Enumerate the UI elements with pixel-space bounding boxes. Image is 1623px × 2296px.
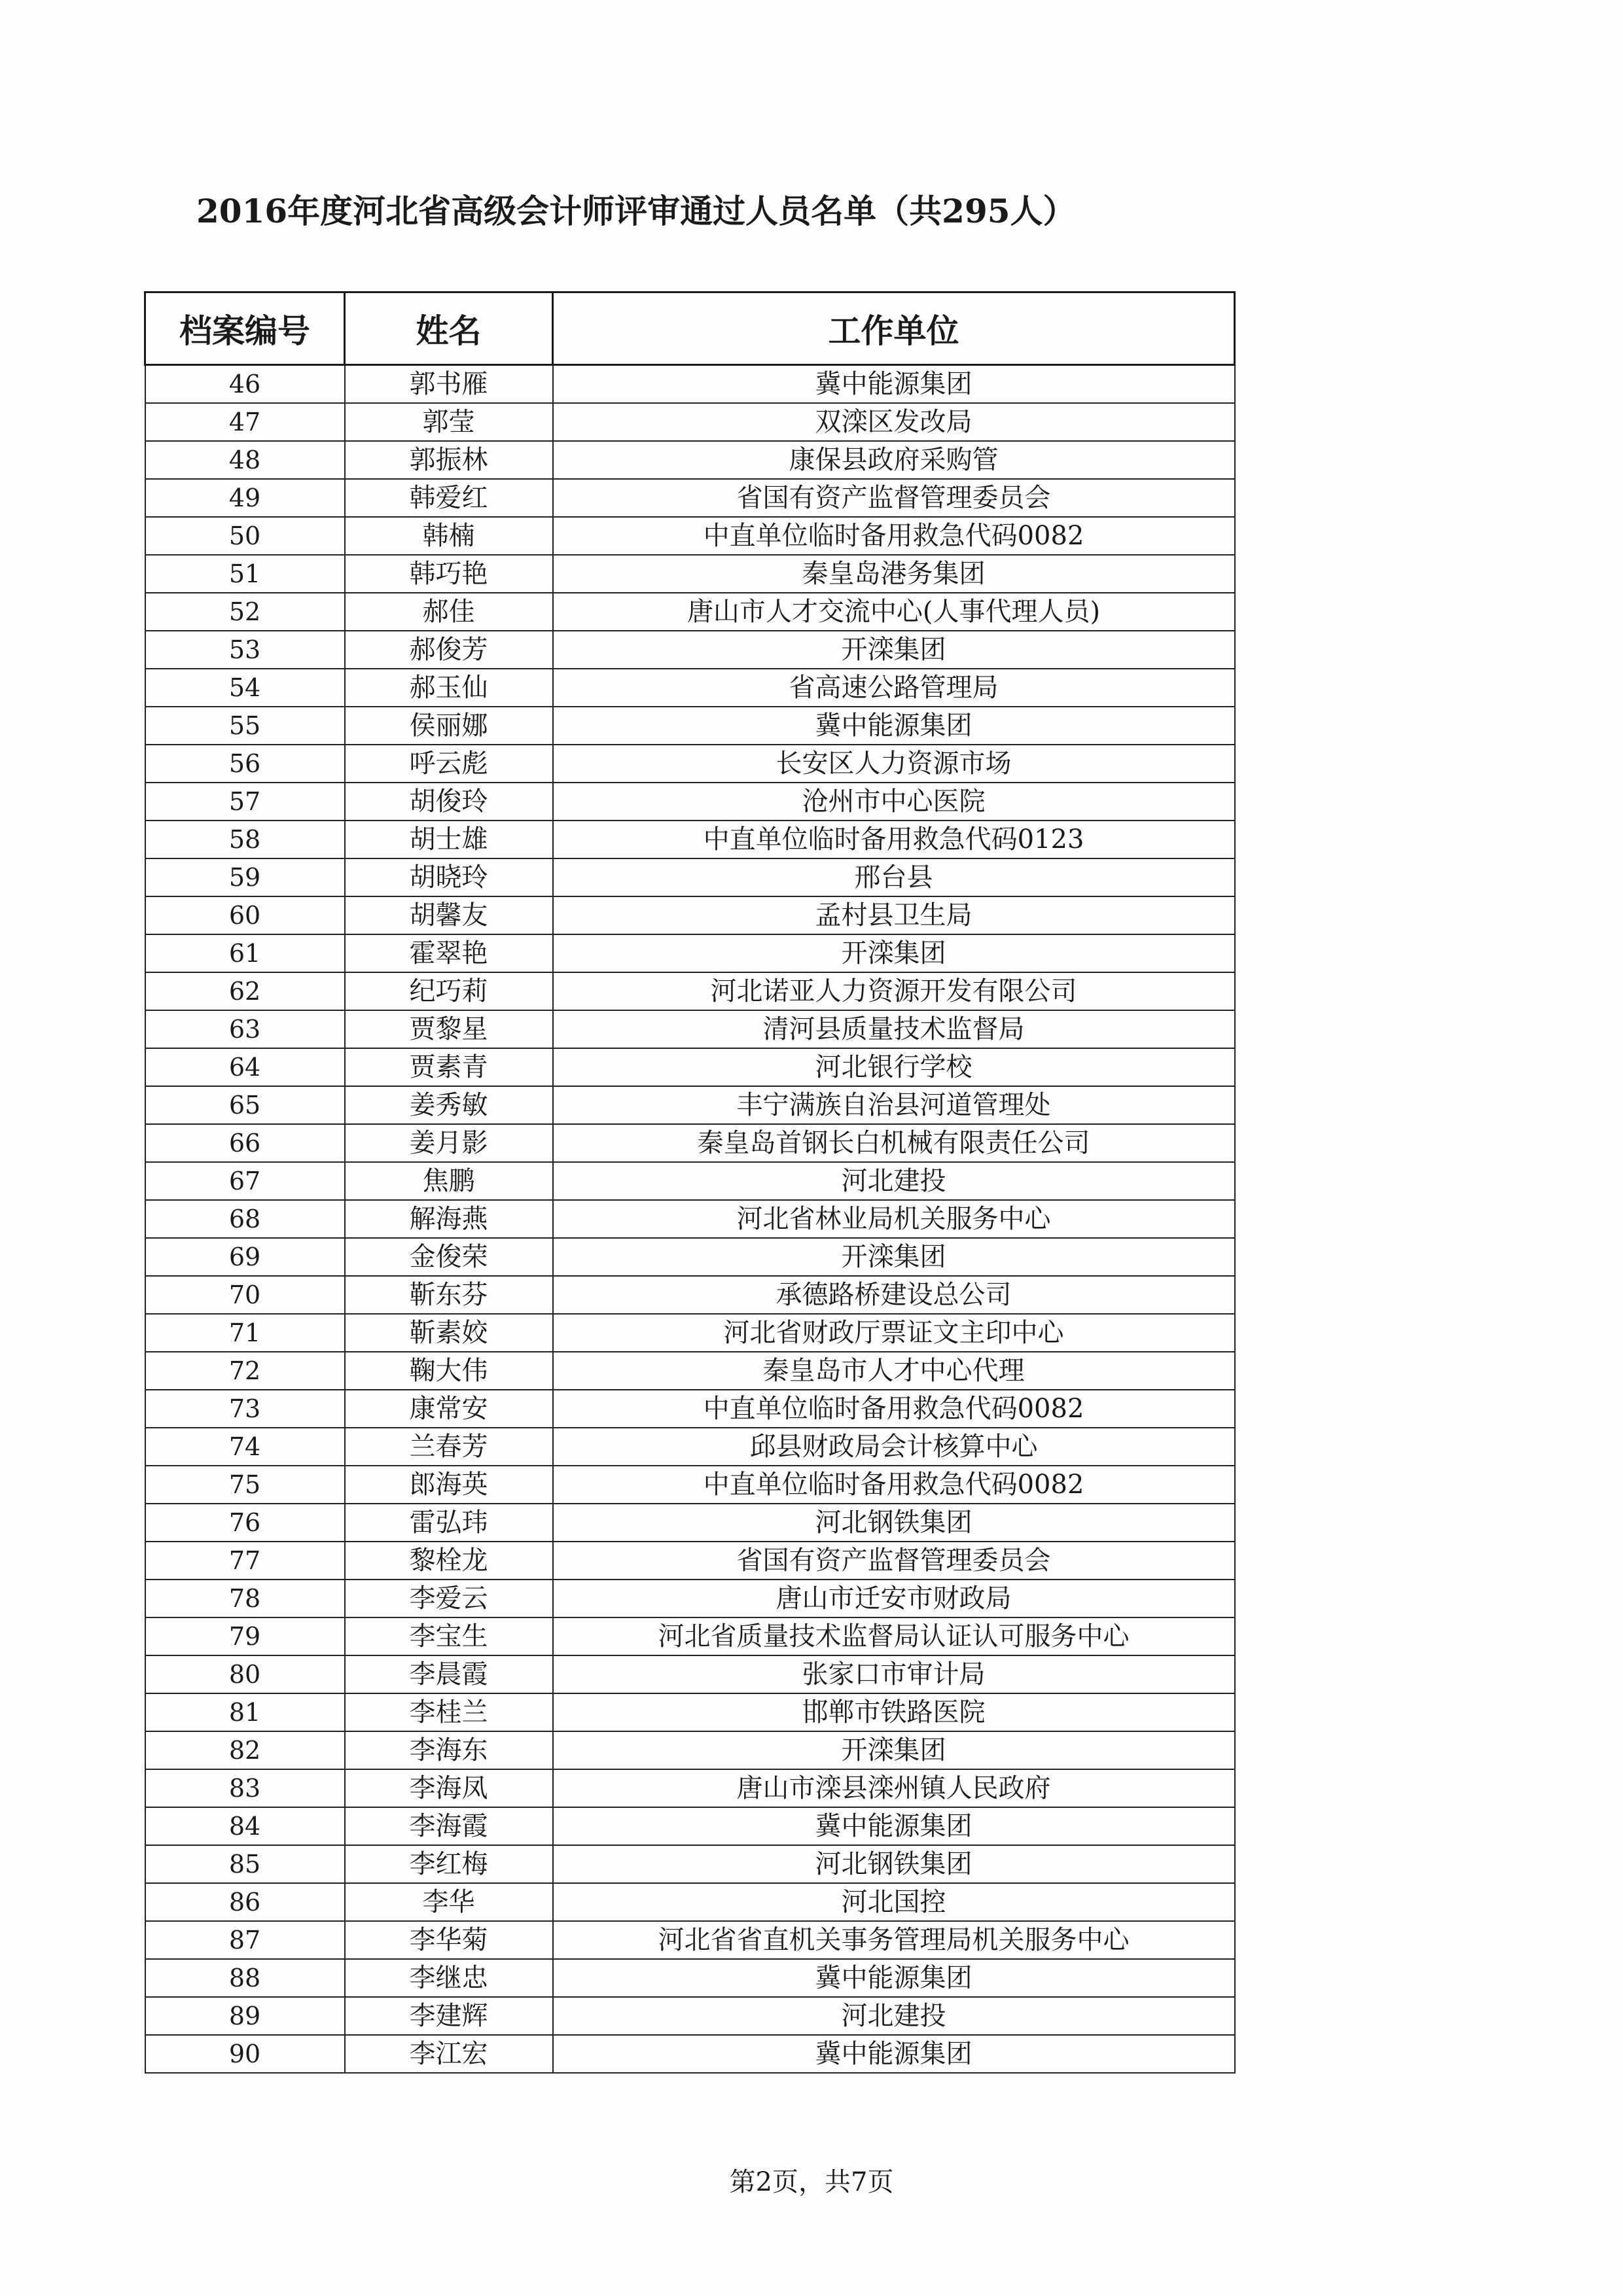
cell-work-unit: 河北银行学校: [553, 1048, 1235, 1086]
cell-work-unit: 中直单位临时备用救急代码0082: [553, 517, 1235, 555]
cell-name: 李红梅: [345, 1845, 553, 1883]
cell-name: 李爱云: [345, 1580, 553, 1617]
cell-work-unit: 河北省省直机关事务管理局机关服务中心: [553, 1921, 1235, 1959]
cell-file-number: 75: [145, 1466, 345, 1504]
table-row: [145, 1390, 1235, 1428]
cell-name: 呼云彪: [345, 745, 553, 783]
cell-file-number: 68: [145, 1200, 345, 1238]
table-row: [145, 669, 1235, 707]
cell-file-number: 47: [145, 403, 345, 441]
table-row: [145, 593, 1235, 631]
cell-work-unit: 沧州市中心医院: [553, 783, 1235, 821]
cell-name: 雷弘玮: [345, 1504, 553, 1542]
cell-work-unit: 长安区人力资源市场: [553, 745, 1235, 783]
cell-file-number: 71: [145, 1314, 345, 1352]
table-row: [145, 441, 1235, 479]
cell-work-unit: 孟村县卫生局: [553, 896, 1235, 934]
cell-file-number: 48: [145, 441, 345, 479]
table-row: [145, 1238, 1235, 1276]
cell-work-unit: 河北诺亚人力资源开发有限公司: [553, 972, 1235, 1010]
cell-file-number: 58: [145, 821, 345, 858]
cell-work-unit: 开滦集团: [553, 631, 1235, 669]
cell-file-number: 84: [145, 1807, 345, 1845]
table-row: [145, 1124, 1235, 1162]
cell-name: 康常安: [345, 1390, 553, 1428]
cell-work-unit: 唐山市滦县滦州镇人民政府: [553, 1769, 1235, 1807]
cell-file-number: 62: [145, 972, 345, 1010]
cell-name: 郭莹: [345, 403, 553, 441]
cell-name: 姜秀敏: [345, 1086, 553, 1124]
cell-name: 韩巧艳: [345, 555, 553, 593]
cell-work-unit: 河北钢铁集团: [553, 1845, 1235, 1883]
table-row: [145, 1997, 1235, 2035]
table-row: [145, 1693, 1235, 1731]
cell-file-number: 52: [145, 593, 345, 631]
cell-file-number: 73: [145, 1390, 345, 1428]
table-row: [145, 1086, 1235, 1124]
cell-work-unit: 冀中能源集团: [553, 2035, 1235, 2073]
table-row: [145, 707, 1235, 745]
roster-table: [144, 291, 1236, 2074]
table-row: [145, 972, 1235, 1010]
cell-file-number: 78: [145, 1580, 345, 1617]
table-row: [145, 1314, 1235, 1352]
cell-file-number: 61: [145, 934, 345, 972]
cell-work-unit: 开滦集团: [553, 934, 1235, 972]
cell-file-number: 51: [145, 555, 345, 593]
cell-file-number: 67: [145, 1162, 345, 1200]
cell-file-number: 86: [145, 1883, 345, 1921]
cell-name: 焦鹏: [345, 1162, 553, 1200]
table-row: [145, 479, 1235, 517]
page-footer: 第2页，共7页: [729, 2167, 894, 2197]
cell-name: 胡晓玲: [345, 858, 553, 896]
cell-work-unit: 邱县财政局会计核算中心: [553, 1428, 1235, 1466]
table-row: [145, 1617, 1235, 1655]
cell-file-number: 55: [145, 707, 345, 745]
table-row: [145, 1276, 1235, 1314]
cell-file-number: 59: [145, 858, 345, 896]
table-row: [145, 1010, 1235, 1048]
cell-work-unit: 河北省财政厅票证文主印中心: [553, 1314, 1235, 1352]
cell-work-unit: 冀中能源集团: [553, 1807, 1235, 1845]
cell-name: 李海东: [345, 1731, 553, 1769]
cell-work-unit: 清河县质量技术监督局: [553, 1010, 1235, 1048]
cell-work-unit: 省高速公路管理局: [553, 669, 1235, 707]
cell-file-number: 90: [145, 2035, 345, 2073]
table-row: [145, 631, 1235, 669]
cell-name: 李华菊: [345, 1921, 553, 1959]
table-row: [145, 1807, 1235, 1845]
table-row: [145, 1162, 1235, 1200]
cell-name: 金俊荣: [345, 1238, 553, 1276]
table-row: [145, 1428, 1235, 1466]
cell-work-unit: 河北建投: [553, 1997, 1235, 2035]
cell-work-unit: 中直单位临时备用救急代码0123: [553, 821, 1235, 858]
table-row: [145, 1921, 1235, 1959]
cell-work-unit: 冀中能源集团: [553, 707, 1235, 745]
table-row: [145, 858, 1235, 896]
cell-name: 姜月影: [345, 1124, 553, 1162]
cell-work-unit: 秦皇岛首钢长白机械有限责任公司: [553, 1124, 1235, 1162]
cell-work-unit: 康保县政府采购管: [553, 441, 1235, 479]
table-row: [145, 1731, 1235, 1769]
table-row: [145, 1655, 1235, 1693]
cell-work-unit: 河北建投: [553, 1162, 1235, 1200]
cell-work-unit: 河北省林业局机关服务中心: [553, 1200, 1235, 1238]
cell-file-number: 76: [145, 1504, 345, 1542]
table-row: [145, 1200, 1235, 1238]
cell-name: 郝玉仙: [345, 669, 553, 707]
cell-name: 李桂兰: [345, 1693, 553, 1731]
table-body: [145, 365, 1235, 2074]
table-header-row: [145, 292, 1235, 365]
cell-work-unit: 开滦集团: [553, 1731, 1235, 1769]
table-row: [145, 1580, 1235, 1617]
cell-file-number: 65: [145, 1086, 345, 1124]
table-row: [145, 821, 1235, 858]
cell-name: 侯丽娜: [345, 707, 553, 745]
cell-name: 胡馨友: [345, 896, 553, 934]
table-row: [145, 1466, 1235, 1504]
table-row: [145, 1959, 1235, 1997]
cell-work-unit: 邯郸市铁路医院: [553, 1693, 1235, 1731]
table-row: [145, 1845, 1235, 1883]
cell-name: 兰春芳: [345, 1428, 553, 1466]
cell-name: 李江宏: [345, 2035, 553, 2073]
cell-file-number: 54: [145, 669, 345, 707]
cell-file-number: 64: [145, 1048, 345, 1086]
cell-name: 李晨霞: [345, 1655, 553, 1693]
cell-work-unit: 承德路桥建设总公司: [553, 1276, 1235, 1314]
cell-file-number: 46: [145, 365, 345, 404]
cell-file-number: 79: [145, 1617, 345, 1655]
cell-file-number: 87: [145, 1921, 345, 1959]
cell-work-unit: 唐山市迁安市财政局: [553, 1580, 1235, 1617]
cell-name: 郭振林: [345, 441, 553, 479]
cell-name: 郭书雁: [345, 365, 553, 404]
table-row: [145, 896, 1235, 934]
header-file-number: 档案编号: [145, 292, 345, 365]
table-row: [145, 517, 1235, 555]
cell-file-number: 81: [145, 1693, 345, 1731]
cell-name: 黎栓龙: [345, 1542, 553, 1580]
table-row: [145, 1883, 1235, 1921]
table-row: [145, 555, 1235, 593]
table-row: [145, 1542, 1235, 1580]
cell-name: 贾黎星: [345, 1010, 553, 1048]
cell-name: 解海燕: [345, 1200, 553, 1238]
cell-work-unit: 丰宁满族自治县河道管理处: [553, 1086, 1235, 1124]
cell-name: 靳素姣: [345, 1314, 553, 1352]
cell-file-number: 63: [145, 1010, 345, 1048]
table-row: [145, 934, 1235, 972]
cell-file-number: 66: [145, 1124, 345, 1162]
cell-work-unit: 河北国控: [553, 1883, 1235, 1921]
cell-name: 胡士雄: [345, 821, 553, 858]
cell-name: 贾素青: [345, 1048, 553, 1086]
cell-file-number: 72: [145, 1352, 345, 1390]
cell-work-unit: 唐山市人才交流中心(人事代理人员): [553, 593, 1235, 631]
cell-file-number: 74: [145, 1428, 345, 1466]
cell-file-number: 49: [145, 479, 345, 517]
cell-file-number: 80: [145, 1655, 345, 1693]
table-row: [145, 1352, 1235, 1390]
table-row: [145, 745, 1235, 783]
cell-file-number: 69: [145, 1238, 345, 1276]
cell-name: 郎海英: [345, 1466, 553, 1504]
cell-name: 霍翠艳: [345, 934, 553, 972]
cell-file-number: 85: [145, 1845, 345, 1883]
cell-work-unit: 中直单位临时备用救急代码0082: [553, 1466, 1235, 1504]
table-row: [145, 1048, 1235, 1086]
cell-name: 李华: [345, 1883, 553, 1921]
cell-work-unit: 秦皇岛市人才中心代理: [553, 1352, 1235, 1390]
cell-work-unit: 张家口市审计局: [553, 1655, 1235, 1693]
cell-name: 韩楠: [345, 517, 553, 555]
cell-work-unit: 河北钢铁集团: [553, 1504, 1235, 1542]
table-row: [145, 365, 1235, 404]
cell-file-number: 57: [145, 783, 345, 821]
table-row: [145, 783, 1235, 821]
header-work-unit: 工作单位: [553, 292, 1235, 365]
cell-name: 李继忠: [345, 1959, 553, 1997]
cell-work-unit: 中直单位临时备用救急代码0082: [553, 1390, 1235, 1428]
table-row: [145, 1504, 1235, 1542]
table-row: [145, 1769, 1235, 1807]
cell-name: 李海霞: [345, 1807, 553, 1845]
cell-file-number: 53: [145, 631, 345, 669]
cell-name: 郝佳: [345, 593, 553, 631]
cell-work-unit: 双滦区发改局: [553, 403, 1235, 441]
cell-file-number: 89: [145, 1997, 345, 2035]
cell-name: 李建辉: [345, 1997, 553, 2035]
cell-name: 韩爱红: [345, 479, 553, 517]
cell-file-number: 83: [145, 1769, 345, 1807]
document-title: 2016年度河北省高级会计师评审通过人员名单（共295人）: [196, 192, 1076, 230]
header-name: 姓名: [345, 292, 553, 365]
cell-file-number: 77: [145, 1542, 345, 1580]
cell-name: 胡俊玲: [345, 783, 553, 821]
cell-name: 李海凤: [345, 1769, 553, 1807]
cell-work-unit: 邢台县: [553, 858, 1235, 896]
cell-work-unit: 开滦集团: [553, 1238, 1235, 1276]
cell-work-unit: 冀中能源集团: [553, 365, 1235, 404]
cell-work-unit: 冀中能源集团: [553, 1959, 1235, 1997]
cell-work-unit: 河北省质量技术监督局认证认可服务中心: [553, 1617, 1235, 1655]
cell-file-number: 88: [145, 1959, 345, 1997]
cell-file-number: 60: [145, 896, 345, 934]
cell-name: 郝俊芳: [345, 631, 553, 669]
cell-name: 纪巧莉: [345, 972, 553, 1010]
cell-work-unit: 秦皇岛港务集团: [553, 555, 1235, 593]
cell-name: 李宝生: [345, 1617, 553, 1655]
table-row: [145, 403, 1235, 441]
cell-file-number: 50: [145, 517, 345, 555]
cell-work-unit: 省国有资产监督管理委员会: [553, 479, 1235, 517]
cell-name: 靳东芬: [345, 1276, 553, 1314]
cell-file-number: 82: [145, 1731, 345, 1769]
cell-file-number: 70: [145, 1276, 345, 1314]
cell-file-number: 56: [145, 745, 345, 783]
cell-name: 鞠大伟: [345, 1352, 553, 1390]
table-row: [145, 2035, 1235, 2073]
cell-work-unit: 省国有资产监督管理委员会: [553, 1542, 1235, 1580]
